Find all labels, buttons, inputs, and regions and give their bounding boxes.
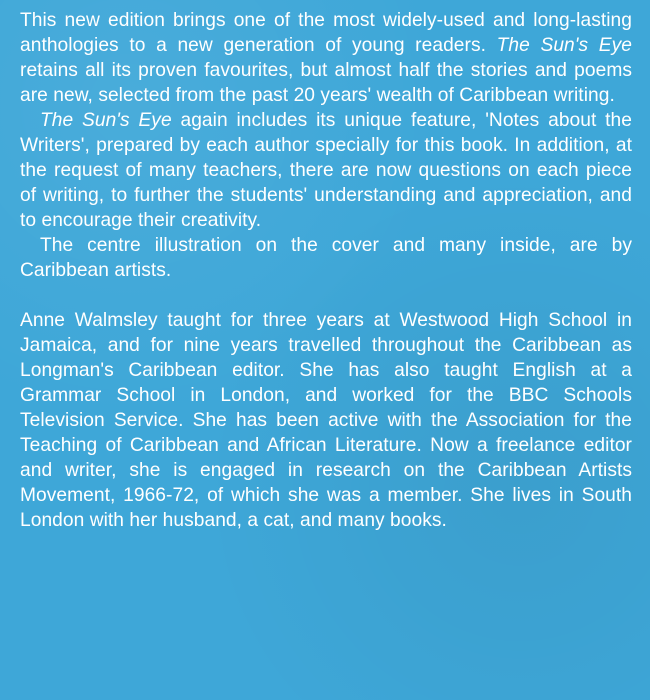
book-title: The Sun's Eye bbox=[40, 110, 172, 131]
intro-text-2: retains all its proven favourites, but almost half the stories and poems are new, selected from the past 20 years' wealth of Caribbean writing. bbox=[20, 60, 632, 106]
features-text: again includes its unique feature, 'Notes about the Writers', prepared by each author specially for this book. In addition, at the request of many teachers, there are now questions on each piece of writing, to further the students' understanding and appreciation, and to encourage their creativity. bbox=[20, 110, 632, 231]
illustration-paragraph: The centre illustration on the cover and many inside, are by Caribbean artists. bbox=[20, 235, 632, 281]
features-paragraph bbox=[20, 108, 632, 233]
paragraph-gap bbox=[20, 283, 632, 308]
book-title: The Sun's Eye bbox=[496, 35, 632, 56]
intro-paragraph bbox=[20, 8, 632, 108]
author-bio: Anne Walmsley taught for three years at Westwood High School in Jamaica, and for nine years travelled throughout the Caribbean as Longman's Caribbean editor. She has also taught English at a Grammar School in London, and worked for the BBC Schools Television Service. She has been active with the Association for the Teaching of Caribbean and African Literature. Now a freelance editor and writer, she is engaged in research on the Caribbean Artists Movement, 1966-72, of which she was a member. She lives in South London with her husband, a cat, and many books. bbox=[20, 310, 632, 531]
intro-text-1: This new edition brings one of the most widely-used and long-lasting anthologies to a new generation of young readers. bbox=[20, 10, 632, 56]
